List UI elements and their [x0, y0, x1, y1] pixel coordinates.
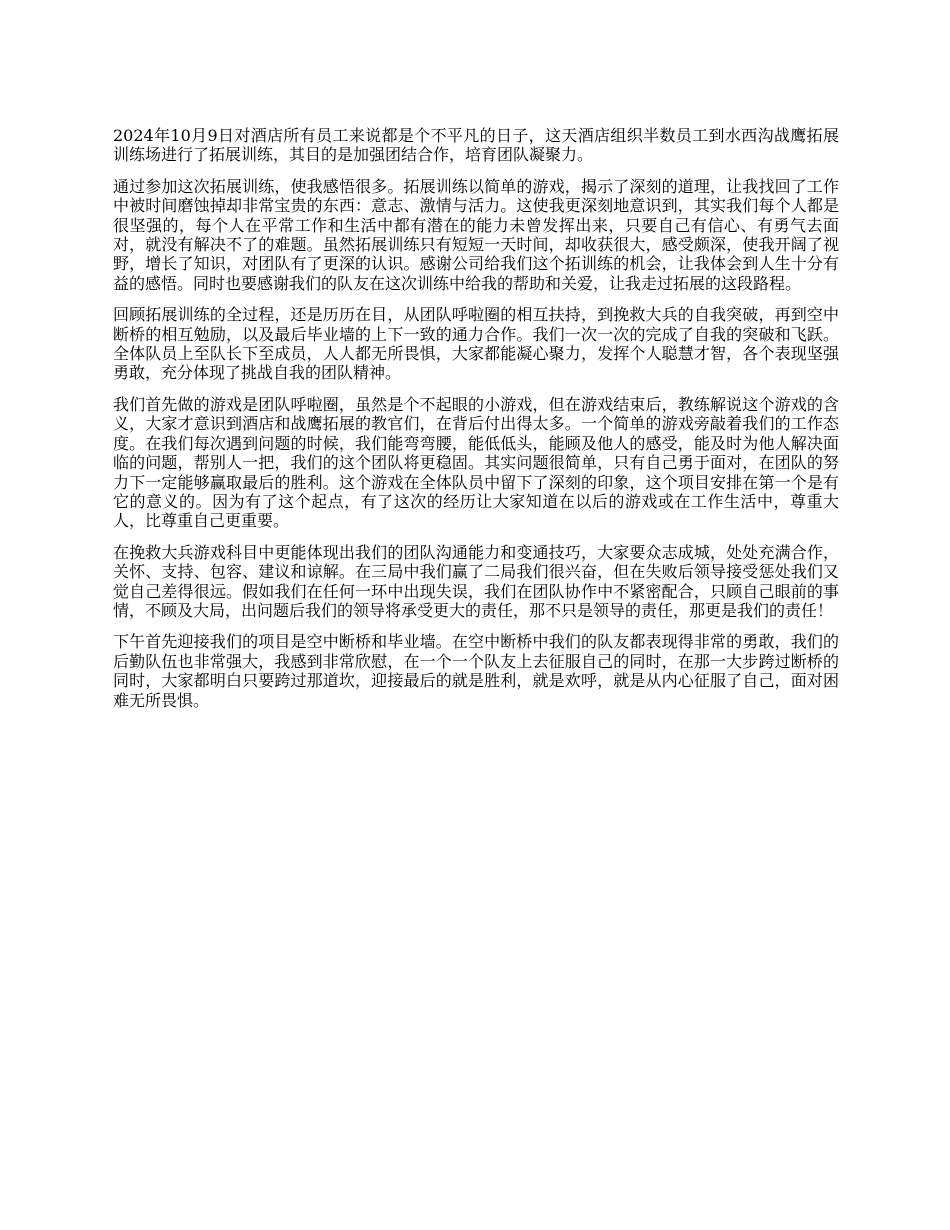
paragraph-6: 下午首先迎接我们的项目是空中断桥和毕业墙。在空中断桥中我们的队友都表现得非常的勇敢，我们的后勤队伍也非常强大，我感到非常欣慰，在一个一个队友上去征服自己的同时，在那一大步跨过断桥的同时，大家都明白只要跨过那道坎，迎接最后的就是胜利，就是欢呼，就是从内心征服了自己，面对困难无所畏惧。 — [113, 632, 839, 710]
paragraph-5: 在挽救大兵游戏科目中更能体现出我们的团队沟通能力和变通技巧，大家要众志成城，处处充满合作，关怀、支持、包容、建议和谅解。在三局中我们赢了二局我们很兴奋，但在失败后领导接受惩处我们又觉自己差得很远。假如我们在任何一环中出现失误，我们在团队协作中不紧密配合，只顾自己眼前的事情，不顾及大局，出问题后我们的领导将承受更大的责任，那不只是领导的责任，那更是我们的责任！ — [113, 542, 839, 620]
paragraph-2: 通过参加这次拓展训练，使我感悟很多。拓展训练以简单的游戏，揭示了深刻的道理，让我找回了工作中被时间磨蚀掉却非常宝贵的东西：意志、激情与活力。这使我更深刻地意识到，其实我们每个人都是很坚强的，每个人在平常工作和生活中都有潜在的能力未曾发挥出来，只要自己有信心、有勇气去面对，就没有解决不了的难题。虽然拓展训练只有短短一天时间，却收获很大，感受颇深，使我开阔了视野，增长了知识，对团队有了更深的认识。感谢公司给我们这个拓训练的机会，让我体会到人生十分有益的感悟。同时也要感谢我们的队友在这次训练中给我的帮助和关爱，让我走过拓展的这段路程。 — [113, 176, 839, 293]
paragraph-1: 2024年10月9日对酒店所有员工来说都是个不平凡的日子，这天酒店组织半数员工到水西沟战鹰拓展训练场进行了拓展训练，其目的是加强团结合作，培育团队凝聚力。 — [113, 126, 839, 165]
paragraph-3: 回顾拓展训练的全过程，还是历历在目，从团队呼啦圈的相互扶持，到挽救大兵的自我突破，再到空中断桥的相互勉励，以及最后毕业墙的上下一致的通力合作。我们一次一次的完成了自我的突破和飞跃。全体队员上至队长下至成员，人人都无所畏惧，大家都能凝心聚力，发挥个人聪慧才智，各个表现坚强勇敢，充分体现了挑战自我的团队精神。 — [113, 305, 839, 383]
paragraph-4: 我们首先做的游戏是团队呼啦圈，虽然是个不起眼的小游戏，但在游戏结束后，教练解说这个游戏的含义，大家才意识到酒店和战鹰拓展的教官们，在背后付出得太多。一个简单的游戏旁敲着我们的工作态度。在我们每次遇到问题的时候，我们能弯弯腰，能低低头，能顾及他人的感受，能及时为他人解决面临的问题，帮别人一把，我们的这个团队将更稳固。其实问题很简单，只有自己勇于面对，在团队的努力下一定能够赢取最后的胜利。这个游戏在全体队员中留下了深刻的印象，这个项目安排在第一个是有它的意义的。因为有了这个起点，有了这次的经历让大家知道在以后的游戏或在工作生活中，尊重大人，比尊重自己更重要。 — [113, 394, 839, 531]
document-body — [113, 126, 839, 722]
